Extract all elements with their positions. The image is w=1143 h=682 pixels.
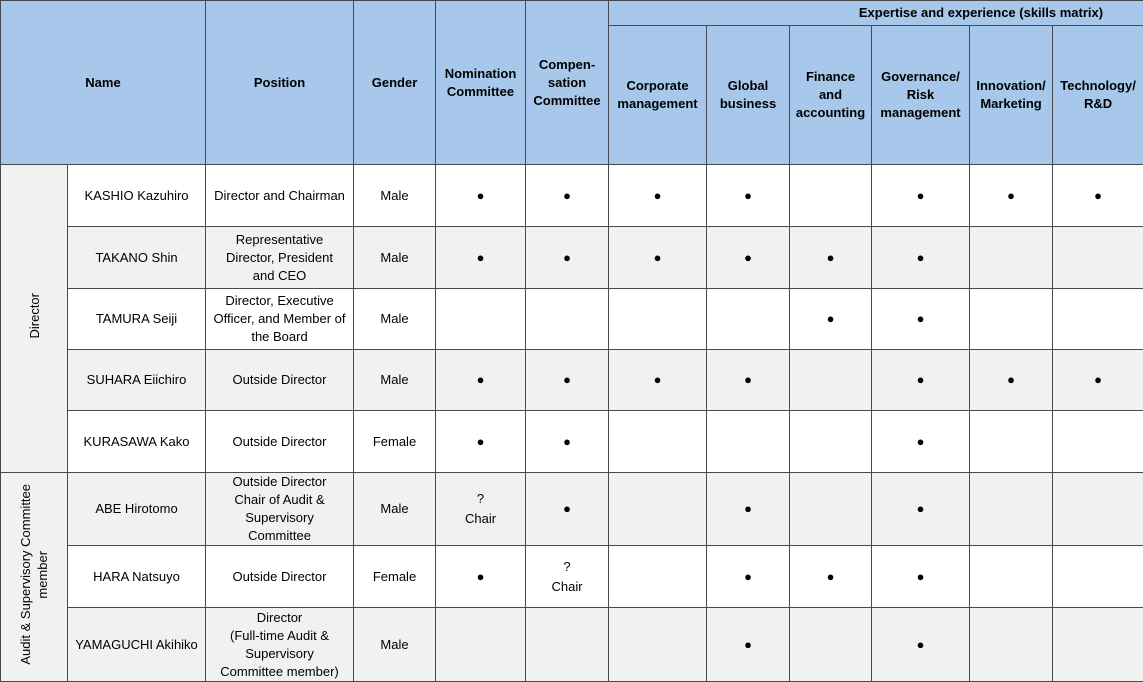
skill-cell [609,546,707,608]
member-position: Outside Director [206,350,354,411]
member-name: KASHIO Kazuhiro [68,165,206,227]
skill-cell: ● [872,165,970,227]
table-row [1,289,1143,350]
table-row [1,227,1143,289]
skill-cell: ● [1053,165,1143,227]
member-gender: Male [354,289,436,350]
header-compensation-committee: Compen- sation Committee [526,1,609,165]
table-row [1,473,1143,546]
skill-cell [790,473,872,546]
table-row [1,411,1143,473]
skill-cell: ● [790,289,872,350]
nomination-cell: ● [436,165,526,227]
header-skill-finance-accounting: Finance and accounting [790,26,872,165]
skill-cell: ● [1053,350,1143,411]
nomination-cell: ● [436,546,526,608]
skill-cell: ● [707,227,790,289]
skill-cell [970,608,1053,682]
table-row [1,350,1143,411]
skill-cell [609,473,707,546]
skill-cell [609,411,707,473]
member-gender: Male [354,165,436,227]
skill-cell [707,411,790,473]
member-position: Outside Director [206,546,354,608]
nomination-cell [436,289,526,350]
skill-cell: ● [609,165,707,227]
skill-cell [1053,473,1143,546]
member-gender: Male [354,473,436,546]
nomination-cell: ● [436,350,526,411]
skill-cell: ● [609,350,707,411]
header-position: Position [206,1,354,165]
skill-cell [790,411,872,473]
header-gender: Gender [354,1,436,165]
compensation-cell: ● [526,227,609,289]
member-name: ABE Hirotomo [68,473,206,546]
member-name: TAKANO Shin [68,227,206,289]
skill-cell [790,165,872,227]
skill-cell: ● [872,473,970,546]
nomination-cell: ? Chair [436,473,526,546]
member-name: KURASAWA Kako [68,411,206,473]
header-skill-innovation-marketing: Innovation/ Marketing [970,26,1053,165]
skill-cell [970,227,1053,289]
skill-cell [609,608,707,682]
member-gender: Male [354,227,436,289]
skill-cell [707,289,790,350]
table-row [1,608,1143,682]
member-position: Director, Executive Officer, and Member of the Board [206,289,354,350]
skill-cell [790,608,872,682]
compensation-cell [526,608,609,682]
skill-cell [1053,411,1143,473]
member-name: YAMAGUCHI Akihiko [68,608,206,682]
skill-cell [970,473,1053,546]
member-name: HARA Natsuyo [68,546,206,608]
skill-cell [1053,227,1143,289]
compensation-cell: ● [526,473,609,546]
compensation-cell [526,289,609,350]
compensation-cell: ? Chair [526,546,609,608]
header-skills-matrix: Expertise and experience (skills matrix) [609,1,1143,26]
header-skill-corporate-management: Corporate management [609,26,707,165]
member-position: Director (Full-time Audit & Supervisory Committee member) [206,608,354,682]
skill-cell [970,546,1053,608]
skill-cell [970,289,1053,350]
nomination-cell: ● [436,227,526,289]
group-audit-supervisory: Audit & Supervisory Committee member [1,473,68,682]
group-director: Director [1,165,68,473]
member-position: Director and Chairman [206,165,354,227]
member-position: Outside Director Chair of Audit & Supervisory Committee [206,473,354,546]
header-skill-global-business: Global business [707,26,790,165]
skill-cell: ● [790,227,872,289]
skill-cell [1053,608,1143,682]
skill-cell: ● [872,411,970,473]
table-row [1,165,1143,227]
skill-cell [790,350,872,411]
skill-cell: ● [707,608,790,682]
header-skill-governance-risk: Governance/ Risk management [872,26,970,165]
table-row [1,546,1143,608]
skill-cell [1053,546,1143,608]
nomination-cell [436,608,526,682]
member-position: Representative Director, President and CEO [206,227,354,289]
member-name: SUHARA Eiichiro [68,350,206,411]
header-name: Name [1,1,206,165]
skill-cell: ● [872,227,970,289]
skill-cell: ● [609,227,707,289]
skill-cell [609,289,707,350]
member-gender: Male [354,350,436,411]
header-skill-technology-rd: Technology/ R&D [1053,26,1143,165]
skill-cell [1053,289,1143,350]
skill-cell: ● [707,546,790,608]
compensation-cell: ● [526,165,609,227]
compensation-cell: ● [526,350,609,411]
skill-cell: ● [707,350,790,411]
header-nomination-committee: Nomination Committee [436,1,526,165]
member-position: Outside Director [206,411,354,473]
skill-cell: ● [872,350,970,411]
skill-cell: ● [970,165,1053,227]
member-name: TAMURA Seiji [68,289,206,350]
skill-cell: ● [872,608,970,682]
skill-cell: ● [970,350,1053,411]
compensation-cell: ● [526,411,609,473]
member-gender: Female [354,411,436,473]
member-gender: Female [354,546,436,608]
skill-cell: ● [707,473,790,546]
skill-cell: ● [707,165,790,227]
member-gender: Male [354,608,436,682]
skill-cell: ● [872,289,970,350]
skill-cell [970,411,1053,473]
skill-cell: ● [790,546,872,608]
nomination-cell: ● [436,411,526,473]
skill-cell: ● [872,546,970,608]
